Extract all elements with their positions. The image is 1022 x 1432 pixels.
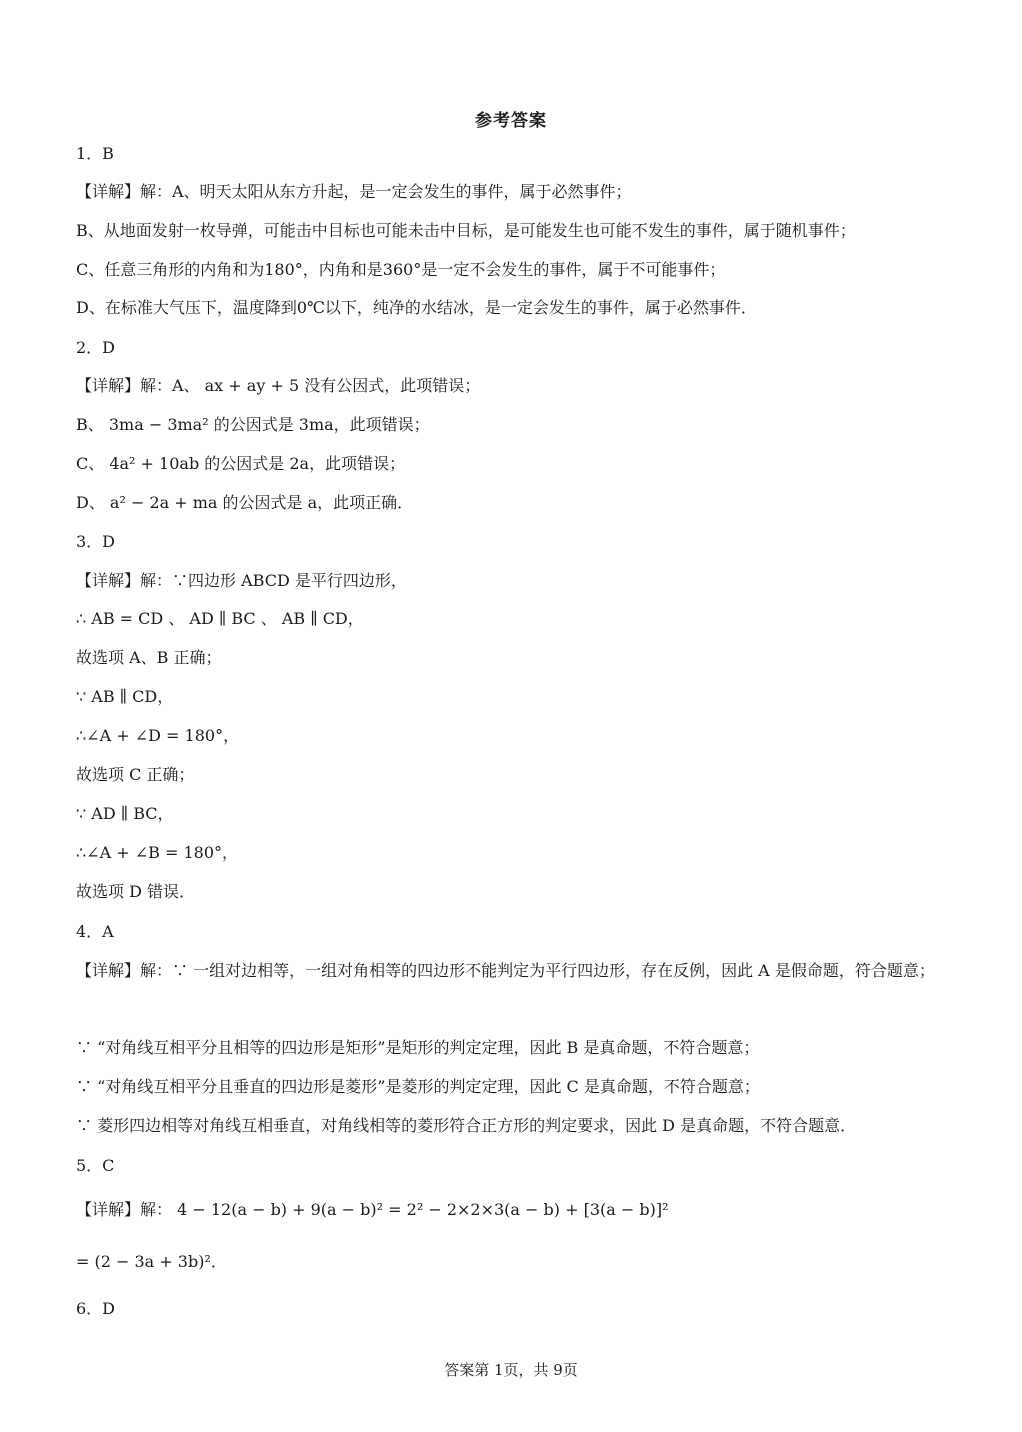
explanation-line: 【详解】解：A、明天太阳从东方升起，是一定会发生的事件，属于必然事件；: [76, 182, 632, 201]
explanation-line: C、 4a² + 10ab 的公因式是 2a，此项错误；: [76, 454, 406, 473]
explanation-line: ∵ AD ∥ BC，: [76, 804, 174, 823]
explanation-line: 故选项 D 错误．: [76, 882, 196, 901]
explanation-line: 故选项 C 正确；: [76, 765, 195, 784]
explanation-line: B、从地面发射一枚导弹，可能击中目标也可能未击中目标，是可能发生也可能不发生的事件，属于随机事件；: [76, 221, 856, 240]
explanation-line: ∴∠A + ∠B = 180°，: [76, 843, 239, 862]
explanation-line: ∴ AB = CD 、 AD ∥ BC 、 AB ∥ CD，: [76, 609, 364, 628]
page-footer: 答案第 1页，共 9页: [444, 1361, 578, 1379]
answer-number: 2．D: [76, 338, 116, 357]
explanation-line: 【详解】解：A、 ax + ay + 5 没有公因式，此项错误；: [76, 376, 481, 395]
explanation-line: C、任意三角形的内角和为180°，内角和是360°是一定不会发生的事件，属于不可能事件；: [76, 260, 726, 279]
answer-number: 6．D: [76, 1299, 116, 1318]
explanation-line: ∵ AB ∥ CD，: [76, 687, 174, 706]
answer-number: 5．C: [76, 1156, 115, 1175]
explanation-line: ∵ 菱形四边相等对角线互相垂直，对角线相等的菱形符合正方形的判定要求，因此 D 是真命题，不符合题意．: [76, 1116, 857, 1135]
explanation-line: D、 a² − 2a + ma 的公因式是 a，此项正确．: [76, 493, 414, 512]
explanation-line: D、在标准大气压下，温度降到0℃以下，纯净的水结冰，是一定会发生的事件，属于必然事件．: [76, 298, 757, 317]
explanation-line: ∵ “对角线互相平分且相等的四边形是矩形”是矩形的判定定理，因此 B 是真命题，不符合题意；: [76, 1038, 760, 1057]
answer-number: 1．B: [76, 144, 114, 163]
answer-number: 4．A: [76, 922, 114, 941]
explanation-line: B、 3ma − 3ma² 的公因式是 3ma，此项错误；: [76, 415, 430, 434]
explanation-line: 故选项 A、B 正确；: [76, 648, 222, 667]
explanation-line: 【详解】解：∵四边形 ABCD 是平行四边形，: [76, 571, 407, 590]
explanation-line: ∵ “对角线互相平分且垂直的四边形是菱形”是菱形的判定定理，因此 C 是真命题，不符合题意；: [76, 1077, 760, 1096]
explanation-line: ∴∠A + ∠D = 180°，: [76, 726, 240, 745]
explanation-line: 【详解】解：∵ 一组对边相等，一组对角相等的四边形不能判定为平行四边形，存在反例，因此 A 是假命题，符合题意；: [76, 961, 935, 980]
explanation-line: 【详解】解： 4 − 12(a − b) + 9(a − b)² = 2² − 2×2×3(a − b) + [3(a − b)]²: [76, 1200, 669, 1219]
answer-number: 3．D: [76, 532, 116, 551]
explanation-line: = (2 − 3a + 3b)²．: [76, 1252, 227, 1271]
page-title: 参考答案: [475, 111, 547, 131]
